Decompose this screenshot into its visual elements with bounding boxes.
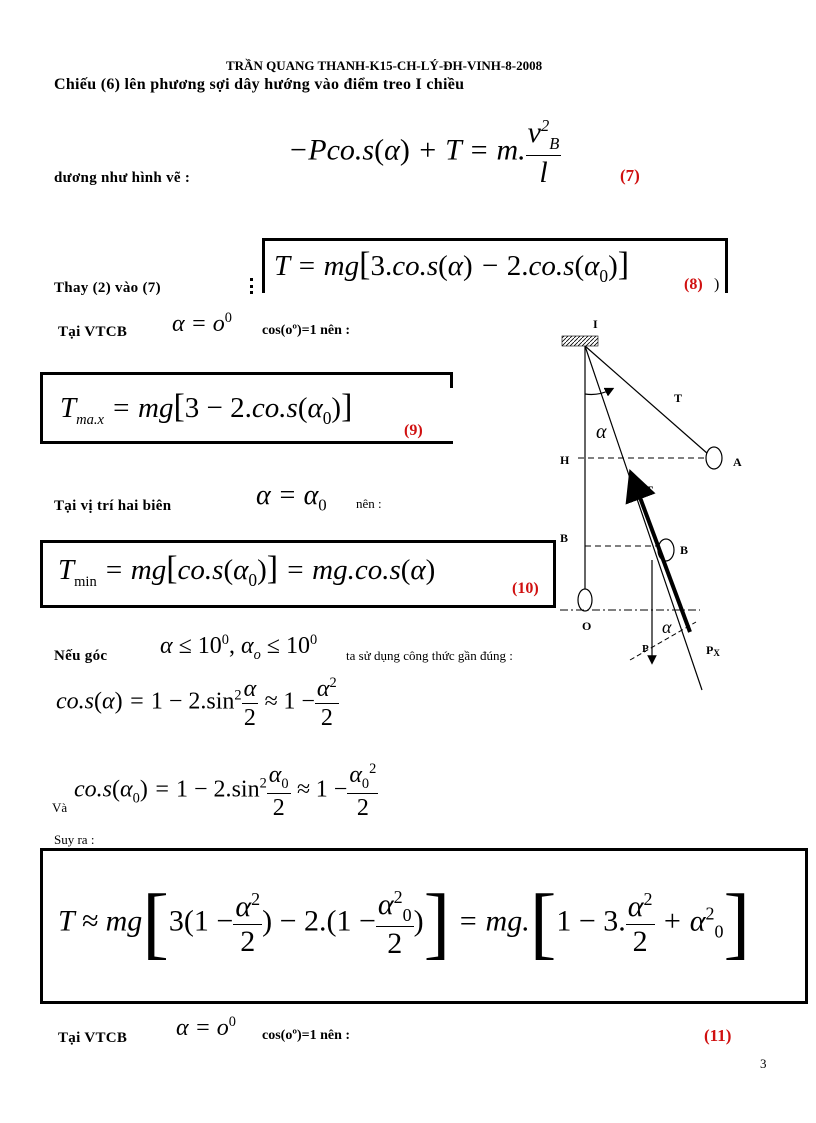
bien-label: Tại vị trí hai biên: [54, 498, 172, 514]
equation-7: −Pco.s(α) + T = m. $\frac{v^2_B}{l}$: [288, 116, 560, 189]
equation-8: $T = mg[3.co.s(\alpha) - 2.co.s(\alpha_0)]$: [274, 246, 630, 286]
neu-condition: ta sử dụng công thức gần đúng :: [346, 648, 513, 663]
page: TRẦN QUANG THANH-K15-CH-LÝ-ĐH-VINH-8-2008 Chiếu (6) lên phương sợi dây hướng vào điểm treo I chiều −Pco.s(α) + T = m. $\frac{v^2_B}{l}$ dương như hình vẽ : (7) Thay (2) vào (7) $T = mg[3.co.s(\alpha) - 2.co.s(\alpha_0)]$ (8) ) Tại VTCB $\alpha = o^0$ cos(oº)=1 nên : $T_{ma.x} = mg[3 - 2.co.s(\alpha_0)]$ (9) Tại vị trí hai biên $\alpha = \alpha_0$ nên : $T_{min} = mg[co.s(\alpha_0)] = mg.co.s(\alpha)$ (10) Nếu góc $\alpha \le 10^0$, $\alpha_o \le 10^0$ ta sử dụng công thức gần đúng : $co.s(\alpha) = 1 - 2.\sin^2$ $\frac{\alpha}{2}$ ≈ 1 − $\frac{\alpha^2}{2}$ Và $co.s(\alpha_0) = 1 - 2.\sin^2$ $\frac{\alpha_0}{2}$ ≈ 1 − $\frac{\alpha_0^2}{2}$ Suy ra : T ≈ mg[3(1 − $\frac{\alpha^2}{2}$ ) − 2.(1 − $\frac{\alpha^2_0}{2}$ )] = mg.[1 − 3. $\frac{\alpha^2}{2}$ + $\alpha^2_0$] Tại VTCB $\alpha = o^0$ cos(oº)=1 nên : (11) 3 I T A H B B T α O P α PX: [0, 0, 816, 1123]
va-label: Và: [52, 800, 68, 815]
support-icon: [562, 336, 598, 346]
vtcb-alpha-equation: $\alpha = o^0$: [172, 310, 232, 337]
divider: [250, 278, 257, 294]
label-Px: PX: [706, 643, 720, 658]
equation-10-tag: (10): [512, 580, 539, 597]
equation-11-tag: (11): [704, 1026, 732, 1045]
label-A: A: [733, 455, 742, 469]
pendulum-figure: [490, 310, 780, 700]
text-line-2: dương như hình vẽ :: [54, 170, 191, 186]
suy-ra-label: Suy ra :: [54, 832, 95, 847]
approx-equation-2: $co.s(\alpha_0) = 1 - 2.\sin^2$ $\frac{\alpha_0}{2}$ ≈ 1 − $\frac{\alpha_0^2}{2}$: [74, 761, 377, 822]
neu-label: Nếu góc: [54, 648, 108, 664]
vtcb2-label: Tại VTCB: [58, 1030, 128, 1046]
text-line-1: Chiếu (6) lên phương sợi dây hướng vào điểm treo I chiều: [54, 76, 465, 93]
label-P: P: [642, 643, 649, 655]
label-alpha-bottom: α: [662, 617, 672, 637]
bien-alpha-equation: $\alpha = \alpha_0$: [256, 480, 327, 515]
equation-10: $T_{min} = mg[co.s(\alpha_0)] = mg.co.s(\alpha)$: [58, 550, 436, 590]
bien-condition: nên :: [356, 496, 382, 511]
label-O: O: [582, 619, 592, 633]
page-number: 3: [760, 1056, 767, 1071]
equation-9: $T_{ma.x} = mg[3 - 2.co.s(\alpha_0)]$: [60, 388, 353, 428]
label-B-left: B: [560, 531, 569, 545]
text-line-3: Thay (2) vào (7): [54, 280, 161, 296]
label-T-top: T: [674, 391, 683, 405]
equation-7-tag: (7): [620, 166, 640, 185]
bob-A-icon: [706, 447, 722, 469]
equation-8-tag: (8): [684, 276, 703, 293]
label-H: H: [560, 453, 570, 467]
vtcb2-alpha-equation: $\alpha = o^0$: [176, 1014, 236, 1041]
equation-final: T ≈ mg[3(1 − $\frac{\alpha^2}{2}$ ) − 2.(1 − $\frac{\alpha^2_0}{2}$ )] = mg.[1 − 3. $\frac{\alpha^2}{2}$ + $\alpha^2_0$]: [58, 879, 751, 967]
label-alpha-top: α: [596, 421, 607, 443]
label-T-mid: T: [645, 483, 654, 497]
page-header: TRẦN QUANG THANH-K15-CH-LÝ-ĐH-VINH-8-2008: [226, 58, 543, 73]
bob-O-icon: [578, 589, 592, 611]
equation-9-tag: (9): [404, 422, 423, 439]
label-I: I: [593, 317, 598, 331]
label-B-right: B: [680, 543, 689, 557]
vtcb-label: Tại VTCB: [58, 324, 128, 340]
approx-equation-1: $co.s(\alpha) = 1 - 2.\sin^2$ $\frac{\alpha}{2}$ ≈ 1 − $\frac{\alpha^2}{2}$: [56, 675, 337, 731]
vtcb-condition: cos(oº)=1 nên :: [262, 323, 351, 338]
neu-condition-equation: $\alpha \le 10^0$, $\alpha_o \le 10^0$: [160, 632, 318, 663]
vtcb2-condition: cos(oº)=1 nên :: [262, 1028, 351, 1043]
